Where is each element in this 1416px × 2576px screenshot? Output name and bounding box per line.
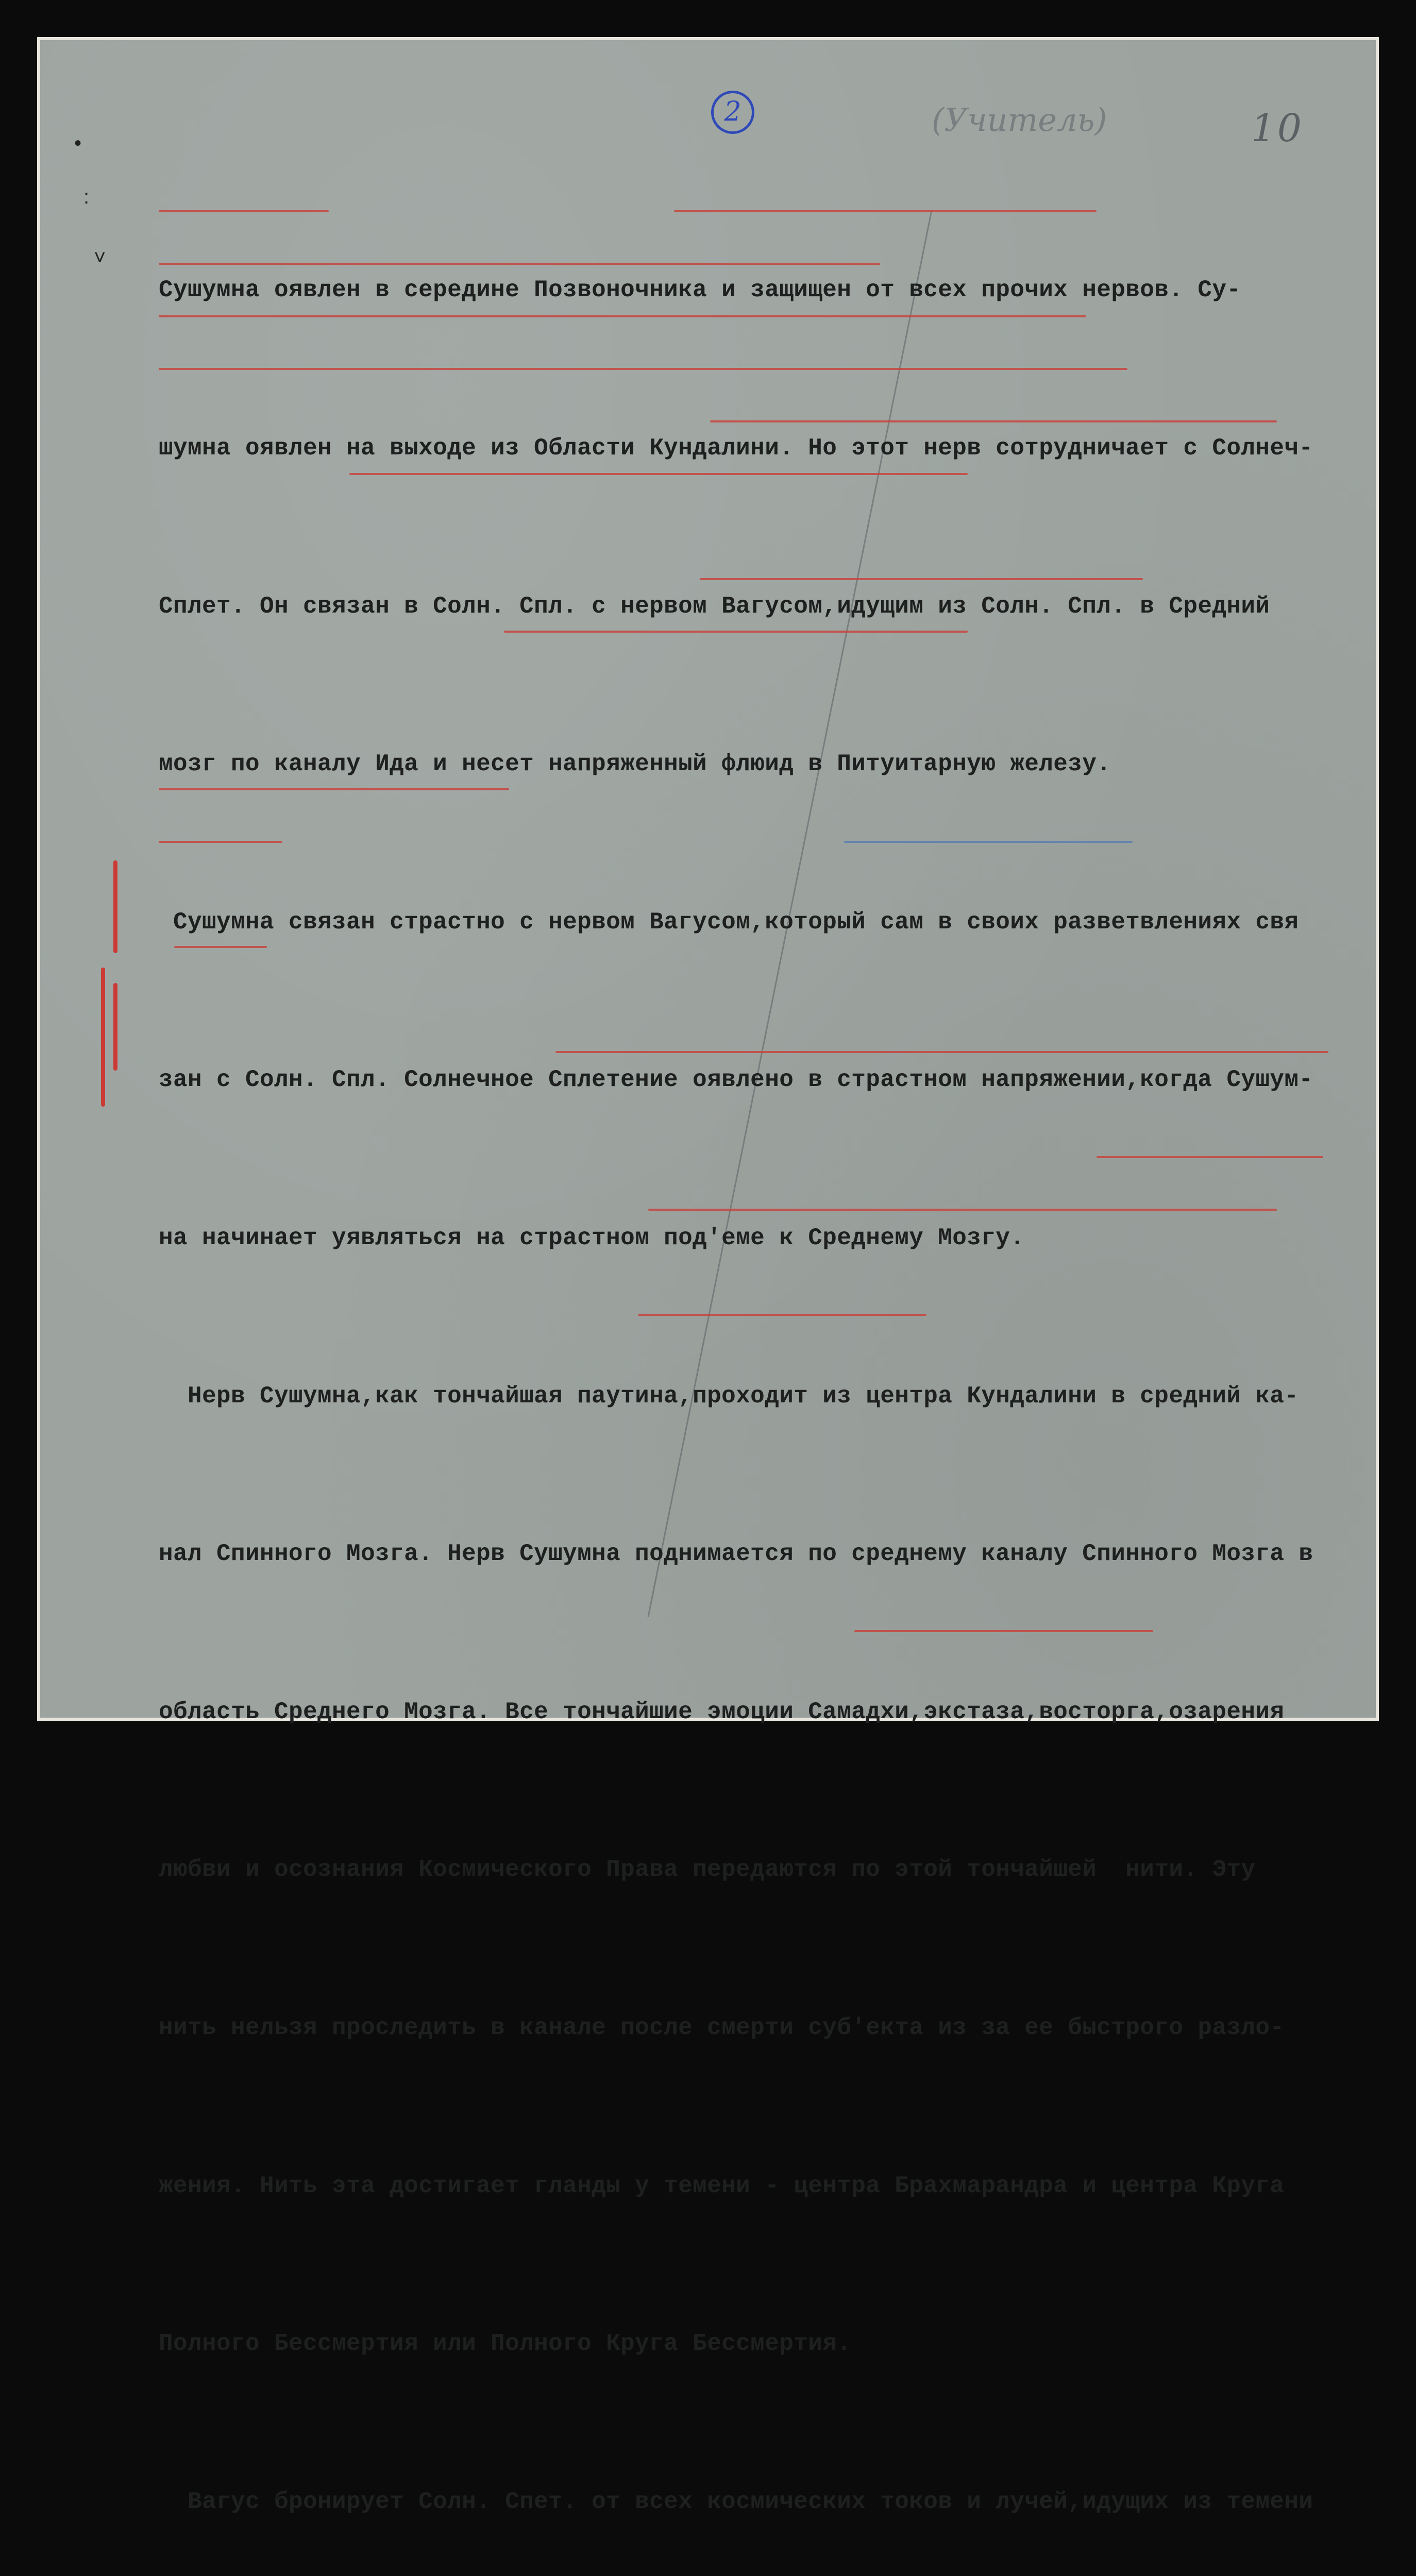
text-line: нал Спинного Мозга. Нерв Сушумна поднимается по среднему каналу Спинного Мозга в [159, 1540, 1313, 1568]
red-underline [1097, 1156, 1323, 1158]
text-line: на начинает уявляться на страстном под'еме к Среднему Мозгу. [159, 1224, 1025, 1251]
circled-number-mark: 2 [711, 91, 754, 134]
text-line: нить нельзя проследить в канале после смерти суб'екта из за ее быстрого разло- [159, 2014, 1285, 2041]
typed-body-text [159, 159, 1401, 2576]
red-underline [638, 1314, 926, 1316]
text-line: Нерв Сушумна,как тончайшая паутина,проходит из центра Кундалини в средний ка- [159, 1382, 1299, 1410]
text-line: жения. Нить эта достигает гланды у темени - центра Брахмарандра и центра Круга [159, 2172, 1285, 2199]
document-page [37, 37, 1379, 2515]
red-underline [648, 1209, 1277, 1211]
red-underline [710, 420, 1277, 422]
pencil-margin-note: (Учитель) [932, 101, 1107, 139]
margin-dot-1: • [74, 132, 82, 155]
red-underline [854, 1630, 1153, 1632]
red-underline [159, 368, 1127, 370]
page-number: 10 [1251, 106, 1304, 150]
text-line: шумна оявлен на выходе из Области Кундалини. Но этот нерв сотрудничает с Солнеч- [159, 435, 1313, 462]
red-underline [504, 631, 968, 633]
text-line: любви и осознания Космического Права передаются по этой тончайшей нити. Эту [159, 1856, 1256, 1884]
red-underline [674, 210, 1097, 212]
blue-underline [844, 841, 1133, 843]
red-underline [349, 473, 968, 475]
red-underline [159, 210, 329, 212]
text-line: область Среднего Мозга. Все тончайшие эмоции Самадхи,экстаза,восторга,озарения [159, 1698, 1285, 1725]
margin-dot-2: : [83, 185, 90, 208]
red-underline [159, 315, 1086, 317]
red-underline [174, 946, 267, 948]
text-line: Полного Бессмертия или Полного Круга Бессмертия. [159, 2330, 852, 2358]
red-underline [555, 1051, 1328, 1053]
red-underline [700, 578, 1143, 580]
text-line: зан с Солн. Спл. Солнечное Сплетение оявлено в страстном напряжении,когда Сушум- [159, 1066, 1313, 1094]
text-line: Вагус бронирует Солн. Спет. от всех космических токов и лучей,идущих из темени [159, 2488, 1313, 2515]
text-line: мозг по каналу Ида и несет напряженный флюид в Питуитарную железу. [159, 751, 1111, 778]
margin-dot-3: ˅ [94, 246, 106, 269]
red-underline [159, 263, 880, 265]
text-line: Сушумна оявлен в середине Позвоночника и защищен от всех прочих нервов. Су- [159, 277, 1241, 304]
text-line: Сушумна связан страстно с нервом Вагусом,который сам в своих разветвлениях свя [159, 908, 1299, 936]
red-underline [159, 788, 509, 790]
text-line: Сплет. Он связан в Солн. Спл. с нервом Вагусом,идущим из Солн. Спл. в Средний [159, 592, 1270, 620]
red-underline [159, 841, 282, 843]
